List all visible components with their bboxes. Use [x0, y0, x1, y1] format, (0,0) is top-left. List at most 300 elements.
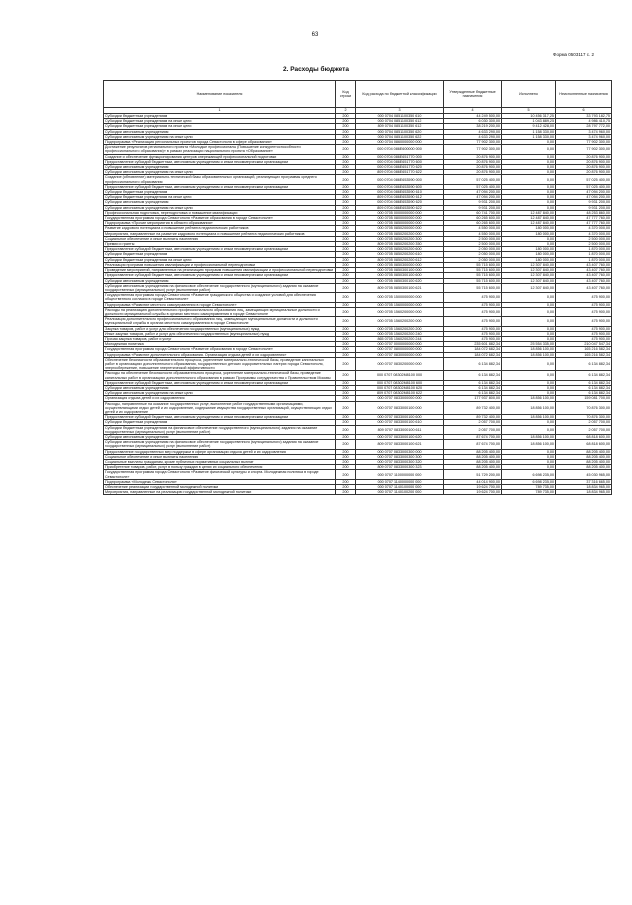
row-executed: 0,00 [502, 200, 556, 205]
row-approved: 19 624 700,00 [444, 490, 502, 495]
page-number: 63 [311, 32, 319, 38]
row-approved: 20 876 900,00 [444, 154, 502, 159]
row-name: Мероприятия, направленные на развитие кадрового потенциала и повышение рейтинга педагогических работников [104, 231, 336, 236]
row-classification-code: 000 0705 0850200200 000 [356, 231, 444, 236]
row-unexecuted: 18 834 965,00 [556, 490, 612, 495]
row-classification-code: 000 0705 0850300000 000 [356, 262, 444, 267]
row-approved: 2 057 700,00 [444, 420, 502, 425]
row-line-code: 200 [336, 190, 356, 195]
row-name: Подпрограмма «Развитие дополнительного образования. Организация отдыха детей и их оздоровления» [104, 352, 336, 357]
row-executed: 0,00 [502, 140, 556, 145]
row-classification-code: 809 0704 0851100350 612 [356, 124, 444, 129]
row-classification-code: 000 0704 086E651770 620 [356, 165, 444, 170]
row-unexecuted: 475 900,00 [556, 302, 612, 307]
row-classification-code: 000 0707 08302M8100 620 [356, 385, 444, 390]
row-line-code: 200 [336, 454, 356, 459]
row-executed: 0,00 [502, 302, 556, 307]
row-classification-code: 865 0705 1560200200 244 [356, 336, 444, 341]
row-approved: 47 094 200,00 [444, 190, 502, 195]
row-name: Предоставление субсидий бюджетным, автономным учреждениям и иным некоммерческим организациям [104, 380, 336, 385]
row-executed: 180 000,00 [502, 257, 556, 262]
row-approved: 55 715 600,00 [444, 268, 502, 273]
row-line-code: 200 [336, 331, 356, 336]
row-line-code: 200 [336, 302, 356, 307]
col-number: 3 [356, 108, 444, 114]
row-executed: 12 487 840,00 [502, 210, 556, 215]
table-row [104, 307, 612, 316]
row-approved: 475 900,00 [444, 293, 502, 302]
row-executed: 180 000,00 [502, 226, 556, 231]
row-approved: 6 134 882,34 [444, 357, 502, 371]
row-executed: 0,00 [502, 154, 556, 159]
row-line-code: 200 [336, 420, 356, 425]
row-unexecuted: 475 900,00 [556, 336, 612, 341]
row-classification-code: 809 0705 0850200200 612 [356, 257, 444, 262]
row-line-code: 200 [336, 449, 356, 454]
row-classification-code: 000 0705 0850300100 620 [356, 278, 444, 283]
row-classification-code: 809 0707 0833000100 611 [356, 425, 444, 434]
row-approved: 2 500 000,00 [444, 242, 502, 247]
row-unexecuted: 475 900,00 [556, 307, 612, 316]
col-classification-header: Код расхода по бюджетной классификации [356, 81, 444, 108]
row-executed: 0,00 [502, 465, 556, 470]
row-approved: 2 057 700,00 [444, 425, 502, 434]
row-approved: 55 715 600,00 [444, 262, 502, 267]
row-line-code: 200 [336, 440, 356, 449]
row-unexecuted: 88 205 400,00 [556, 454, 612, 459]
row-name: Субсидии автономным учреждениям [104, 200, 336, 205]
row-line-code: 200 [336, 205, 356, 210]
row-classification-code: 000 0707 0833000100 600 [356, 415, 444, 420]
row-classification-code: 000 0707 0833000300 320 [356, 460, 444, 465]
row-executed: 9 412 428,00 [502, 124, 556, 129]
row-line-code: 200 [336, 257, 356, 262]
row-line-code: 200 [336, 145, 356, 154]
row-approved: 44 249 500,00 [444, 114, 502, 119]
row-classification-code: 809 0707 08302M8100 622 [356, 391, 444, 396]
row-unexecuted: 77 902 300,00 [556, 145, 612, 154]
row-executed: 12 307 840,00 [502, 283, 556, 292]
row-unexecuted: 48 253 860,00 [556, 210, 612, 215]
row-name: Создание и обеспечение функционирования центров опережающей профессиональной подготовки [104, 154, 336, 159]
row-unexecuted: 9 931 200,00 [556, 205, 612, 210]
row-executed: 0,00 [502, 242, 556, 247]
row-name: Расходы на реализацию дополнительного профессионального образования лиц, замещающих муниципальные должности и должности муниципальной службы в органах местного самоуправления в городе Севастополе [104, 307, 336, 316]
row-classification-code: 000 0705 0000000000 000 [356, 210, 444, 215]
row-unexecuted: 57 025 400,00 [556, 184, 612, 189]
row-name: Субсидии автономным учреждениям [104, 385, 336, 390]
row-classification-code: 000 0705 0850000000 000 [356, 221, 444, 226]
col-name-header: Наименование показателя [104, 81, 336, 108]
row-classification-code: 000 0705 0850200000 000 [356, 226, 444, 231]
row-name: Проведение мероприятий, направленных на реализацию программ повышения квалификации и профессиональной переподготовки [104, 268, 336, 273]
row-approved: 475 900,00 [444, 317, 502, 326]
row-unexecuted: 6 134 882,34 [556, 380, 612, 385]
row-line-code: 200 [336, 371, 356, 380]
row-approved: 20 876 900,00 [444, 159, 502, 164]
row-unexecuted: 2 500 000,00 [556, 242, 612, 247]
row-approved: 19 624 700,00 [444, 485, 502, 490]
row-approved: 55 715 600,00 [444, 278, 502, 283]
row-classification-code: 809 0704 086E651770 622 [356, 170, 444, 175]
row-executed: 18 856 100,00 [502, 435, 556, 440]
row-name: Иные закупки товаров, работ и услуг для обеспечения государственных (муниципальных) нужд [104, 331, 336, 336]
row-unexecuted: 43 407 760,00 [556, 268, 612, 273]
row-executed: 0,00 [502, 371, 556, 380]
row-line-code: 200 [336, 114, 356, 119]
row-classification-code: 000 0707 1140100200 000 [356, 490, 444, 495]
row-approved: 2 500 000,00 [444, 236, 502, 241]
row-approved: 20 876 900,00 [444, 165, 502, 170]
row-approved: 4 550 000,00 [444, 226, 502, 231]
row-approved: 2 050 000,00 [444, 257, 502, 262]
row-unexecuted: 47 777 760,00 [556, 216, 612, 221]
row-name: Достижение результатов регионального проекта «Молодые профессионалы (Повышение конкурентоспособности профессионального образования)» в рамках реализации национального проекта «Образование» [104, 145, 336, 154]
row-name: Субсидии бюджетным учреждениям [104, 114, 336, 119]
row-classification-code: 000 0705 0800000000 000 [356, 216, 444, 221]
row-name: Субсидии автономным учреждениям [104, 435, 336, 440]
row-unexecuted: 9 931 200,00 [556, 200, 612, 205]
row-name: Субсидии бюджетным учреждениям [104, 420, 336, 425]
row-executed: 0,00 [502, 190, 556, 195]
row-line-code: 200 [336, 352, 356, 357]
row-name: Обеспечение безопасности образовательного процесса, укрепление материально-технической базы, проведение капитальных работ в организациях дополнительного образования, государственных детских оздоровительных лагерях города Севастополя, энергосбережение, повышение энергетической эффективности [104, 357, 336, 371]
col-number: 1 [104, 108, 336, 114]
row-name: Субсидии бюджетным учреждениям [104, 252, 336, 257]
row-approved: 57 025 400,00 [444, 184, 502, 189]
row-executed: 12 487 840,00 [502, 221, 556, 226]
row-name: Субсидии автономным учреждениям на финансовое обеспечение государственного (муниципального) задания на оказание государственных (муниципальных) услуг (выполнение работ) [104, 440, 336, 449]
row-approved: 77 902 300,00 [444, 140, 502, 145]
row-name: Предоставление субсидий бюджетным, автономным учреждениям и иным некоммерческим организациям [104, 415, 336, 420]
row-name: Субсидии бюджетным учреждениям на иные цели [104, 124, 336, 129]
row-line-code: 200 [336, 336, 356, 341]
row-executed: 12 307 840,00 [502, 278, 556, 283]
row-line-code: 200 [336, 119, 356, 124]
row-line-code: 200 [336, 293, 356, 302]
row-unexecuted: 6 134 882,34 [556, 357, 612, 371]
row-line-code: 200 [336, 317, 356, 326]
row-executed: 18 856 100,00 [502, 352, 556, 357]
row-name: Реализация программ повышения квалификации и профессиональной переподготовки [104, 262, 336, 267]
row-executed: 0,00 [502, 159, 556, 164]
row-unexecuted: 475 900,00 [556, 317, 612, 326]
row-line-code: 200 [336, 283, 356, 292]
col-number: 2 [336, 108, 356, 114]
row-unexecuted: 6 134 882,34 [556, 385, 612, 390]
row-unexecuted: 20 876 900,00 [556, 154, 612, 159]
row-line-code: 200 [336, 170, 356, 175]
row-name: Организация отдыха детей и их оздоровления [104, 396, 336, 401]
row-line-code: 200 [336, 175, 356, 184]
row-name: Субсидии автономным учреждениям на иные цели [104, 134, 336, 139]
row-name: Субсидии автономным учреждениям на иные цели [104, 205, 336, 210]
table-row [104, 357, 612, 371]
row-executed: 1 043 889,25 [502, 119, 556, 124]
row-approved: 88 205 400,00 [444, 454, 502, 459]
row-line-code: 200 [336, 385, 356, 390]
row-unexecuted: 77 902 300,00 [556, 140, 612, 145]
row-executed: 789 735,00 [502, 485, 556, 490]
row-name: Субсидии автономным учреждениям на иные цели [104, 170, 336, 175]
row-classification-code: 000 0704 086E653590 600 [356, 184, 444, 189]
row-approved: 77 902 300,00 [444, 145, 502, 154]
row-executed: 1 158 330,00 [502, 134, 556, 139]
row-approved: 9 931 200,00 [444, 200, 502, 205]
row-name: Субсидии автономным учреждениям [104, 278, 336, 283]
row-name: Субсидии автономным учреждениям на иные цели [104, 391, 336, 396]
row-executed: 10 456 317,25 [502, 114, 556, 119]
row-name: Создание (обновление) материально-технической базы образовательных организаций, реализующих программы среднего профессионального образования [104, 175, 336, 184]
row-executed: 789 735,00 [502, 490, 556, 495]
row-name: Приобретение товаров, работ, услуг в пользу граждан в целях их социального обеспечения [104, 465, 336, 470]
row-line-code: 200 [336, 221, 356, 226]
row-line-code: 200 [336, 278, 356, 283]
row-name: Прочая закупка товаров, работ и услуг [104, 336, 336, 341]
row-unexecuted: 33 793 182,75 [556, 114, 612, 119]
row-unexecuted: 20 876 900,00 [556, 159, 612, 164]
row-unexecuted: 68 818 600,00 [556, 435, 612, 440]
row-classification-code: 000 0705 0850200200 300 [356, 236, 444, 241]
row-name: Предоставление субсидий бюджетным, автономным учреждениям и иным некоммерческим организациям [104, 247, 336, 252]
row-classification-code: 000 0705 0850200200 610 [356, 252, 444, 257]
row-approved: 6 134 882,34 [444, 385, 502, 390]
row-executed: 25 554 335,00 [502, 342, 556, 347]
row-name: Субсидии бюджетным учреждениям на иные цели [104, 195, 336, 200]
row-approved: 475 900,00 [444, 331, 502, 336]
row-approved: 55 715 600,00 [444, 283, 502, 292]
row-name: Субсидии бюджетным учреждениям на иные цели [104, 257, 336, 262]
table-row [104, 371, 612, 380]
row-classification-code: 809 0707 0833000300 323 [356, 465, 444, 470]
row-name: Закупка товаров, работ и услуг для обеспечения государственных (муниципальных) нужд [104, 326, 336, 331]
row-name: Субсидии автономным учреждениям [104, 129, 336, 134]
row-classification-code: 809 0705 0850300100 621 [356, 283, 444, 292]
row-classification-code: 000 0705 1560200200 000 [356, 317, 444, 326]
row-classification-code: 000 0707 0000000000 000 [356, 342, 444, 347]
row-unexecuted: 43 407 760,00 [556, 262, 612, 267]
row-executed: 180 000,00 [502, 231, 556, 236]
row-executed: 12 307 840,00 [502, 262, 556, 267]
row-name: Социальные выплаты гражданам, кроме публичных нормативных социальных выплат [104, 460, 336, 465]
row-line-code: 200 [336, 268, 356, 273]
row-approved: 6 134 882,34 [444, 380, 502, 385]
row-unexecuted: 47 094 200,00 [556, 195, 612, 200]
row-classification-code: 000 0707 08302M8100 000 [356, 371, 444, 380]
row-line-code: 200 [336, 200, 356, 205]
row-name: Развитие кадрового потенциала и повышение рейтинга педагогических работников [104, 226, 336, 231]
row-line-code: 200 [336, 210, 356, 215]
row-name: Подпрограмма «Молодежь Севастополя» [104, 479, 336, 484]
row-name: Субсидии бюджетным учреждениям [104, 190, 336, 195]
row-executed: 0,00 [502, 293, 556, 302]
row-unexecuted: 47 777 760,00 [556, 221, 612, 226]
row-unexecuted: 475 900,00 [556, 293, 612, 302]
row-line-code: 200 [336, 490, 356, 495]
row-line-code: 200 [336, 140, 356, 145]
row-unexecuted: 47 094 200,00 [556, 190, 612, 195]
row-line-code: 200 [336, 460, 356, 465]
row-approved: 57 025 400,00 [444, 175, 502, 184]
row-executed: 6 698 235,00 [502, 479, 556, 484]
row-name: Мероприятия, направленные на реализацию государственной молодежной политики [104, 490, 336, 495]
table-row [104, 283, 612, 292]
row-executed: 0,00 [502, 184, 556, 189]
row-name: Субсидии бюджетным учреждениям на финансовое обеспечение государственного (муниципального) задания на оказание государственных (муниципальных) услуг (выполнение работ) [104, 425, 336, 434]
row-classification-code: 000 0705 0850300100 600 [356, 273, 444, 278]
row-classification-code: 000 0704 0851100350 610 [356, 114, 444, 119]
row-classification-code: 809 0704 086E653590 622 [356, 205, 444, 210]
table-body [104, 114, 612, 495]
row-executed: 0,00 [502, 236, 556, 241]
row-classification-code: 000 0704 0860000000 000 [356, 140, 444, 145]
row-executed: 0,00 [502, 145, 556, 154]
table-row [104, 440, 612, 449]
row-classification-code: 000 0705 0850200200 600 [356, 247, 444, 252]
row-unexecuted: 70 876 300,00 [556, 401, 612, 415]
row-unexecuted: 2 500 000,00 [556, 236, 612, 241]
row-unexecuted: 57 025 400,00 [556, 175, 612, 184]
row-line-code: 200 [336, 129, 356, 134]
row-classification-code: 809 0704 086E653590 612 [356, 195, 444, 200]
table-row [104, 401, 612, 415]
row-name: Подпрограмма «Прочие мероприятия в области образования» [104, 221, 336, 226]
row-unexecuted: 475 900,00 [556, 326, 612, 331]
row-executed: 0,00 [502, 391, 556, 396]
row-executed: 0,00 [502, 420, 556, 425]
row-line-code: 200 [336, 357, 356, 371]
row-line-code: 200 [336, 216, 356, 221]
row-classification-code: 000 0704 0851100350 612 [356, 119, 444, 124]
row-approved: 44 014 900,00 [444, 479, 502, 484]
row-approved: 60 265 600,00 [444, 221, 502, 226]
table-row [104, 425, 612, 434]
row-approved: 6 030 300,00 [444, 119, 502, 124]
row-unexecuted: 4 370 000,00 [556, 231, 612, 236]
row-unexecuted: 43 407 760,00 [556, 278, 612, 283]
row-unexecuted: 20 876 900,00 [556, 170, 612, 175]
row-executed: 0,00 [502, 449, 556, 454]
row-approved: 184 072 682,34 [444, 352, 502, 357]
table-row [104, 293, 612, 302]
row-name: Подпрограмма «Развитие местного самоуправления в городе Севастополе» [104, 302, 336, 307]
row-approved: 60 265 600,00 [444, 216, 502, 221]
row-classification-code: 000 0707 0833000300 000 [356, 449, 444, 454]
row-approved: 475 900,00 [444, 336, 502, 341]
row-line-code: 200 [336, 470, 356, 479]
row-approved: 9 931 200,00 [444, 205, 502, 210]
row-executed: 0,00 [502, 380, 556, 385]
row-executed: 18 856 100,00 [502, 347, 556, 352]
row-line-code: 200 [336, 226, 356, 231]
row-classification-code: 000 0704 0851100350 622 [356, 134, 444, 139]
row-unexecuted: 2 057 700,00 [556, 425, 612, 434]
row-classification-code: 000 0707 1140000000 000 [356, 479, 444, 484]
row-executed: 18 856 100,00 [502, 415, 556, 420]
row-executed: 0,00 [502, 460, 556, 465]
col-number: 5 [502, 108, 556, 114]
row-unexecuted: 20 876 900,00 [556, 165, 612, 170]
row-approved: 475 900,00 [444, 326, 502, 331]
row-name: Обеспечение реализации государственной молодежной политики [104, 485, 336, 490]
row-executed: 0,00 [502, 454, 556, 459]
row-classification-code: 000 0707 0833000100 610 [356, 420, 444, 425]
row-name: Предоставление субсидий бюджетным, автономным учреждениям и иным некоммерческим организациям [104, 184, 336, 189]
row-line-code: 200 [336, 326, 356, 331]
row-approved: 88 205 400,00 [444, 460, 502, 465]
row-approved: 235 601 882,34 [444, 342, 502, 347]
row-approved: 87 674 700,00 [444, 440, 502, 449]
row-classification-code: 000 0705 1560000000 000 [356, 302, 444, 307]
row-name: Премии и гранты [104, 242, 336, 247]
row-classification-code: 000 0704 086E653590 620 [356, 200, 444, 205]
row-approved: 475 900,00 [444, 307, 502, 316]
row-classification-code: 000 0705 1560200000 000 [356, 307, 444, 316]
row-line-code: 200 [336, 247, 356, 252]
row-classification-code: 000 0707 0833000100 000 [356, 401, 444, 415]
row-name: Расходы, направленные на оказание государственных услуг, выполнение работ государственными организациями, осуществляющими отдых детей и их оздоровление, содержание имущества государственных организаций, осуществляющих отдых детей и их оздоровление [104, 401, 336, 415]
row-executed: 18 856 100,00 [502, 396, 556, 401]
row-unexecuted: 6 134 882,34 [556, 391, 612, 396]
row-classification-code: 000 0704 086E600000 000 [356, 145, 444, 154]
row-classification-code: 000 0707 0830200000 000 [356, 357, 444, 371]
table-header-row [104, 81, 612, 108]
row-unexecuted: 165 216 582,34 [556, 352, 612, 357]
row-classification-code: 000 0704 086E651770 000 [356, 154, 444, 159]
col-unexecuted-header: Неисполненные назначения [556, 81, 612, 108]
row-unexecuted: 3 474 960,00 [556, 134, 612, 139]
row-line-code: 200 [336, 485, 356, 490]
row-line-code: 200 [336, 159, 356, 164]
expenses-table [103, 80, 612, 495]
row-unexecuted: 2 057 700,00 [556, 420, 612, 425]
row-approved: 4 633 290,00 [444, 129, 502, 134]
row-line-code: 200 [336, 415, 356, 420]
col-executed-header: Исполнено [502, 81, 556, 108]
row-classification-code: 000 0707 0833000100 620 [356, 435, 444, 440]
row-name: Предоставление субсидий бюджетным, автономным учреждениям и иным некоммерческим организациям [104, 159, 336, 164]
row-classification-code: 000 0704 0851100350 620 [356, 129, 444, 134]
row-classification-code: 000 0705 1560200200 240 [356, 331, 444, 336]
row-unexecuted: 68 818 600,00 [556, 440, 612, 449]
row-executed: 0,00 [502, 195, 556, 200]
row-unexecuted: 159 081 700,00 [556, 396, 612, 401]
row-name: Государственная программа города Севастополя «Развитие образования в городе Севастополе» [104, 216, 336, 221]
row-name: Государственная программа города Севастополя «Развитие гражданского общества и создание условий для обеспечения общественного согласия в городе Севастополе» [104, 293, 336, 302]
row-unexecuted: 475 900,00 [556, 331, 612, 336]
row-executed: 12 307 840,00 [502, 268, 556, 273]
form-code: Форма 0503117 с. 2 [553, 52, 594, 57]
row-approved: 38 219 200,00 [444, 124, 502, 129]
table-row [104, 145, 612, 154]
row-classification-code: 809 0705 0850200200 350 [356, 242, 444, 247]
row-line-code: 200 [336, 391, 356, 396]
row-name: Профессиональная подготовка, переподготовка и повышение квалификации [104, 210, 336, 215]
row-executed: 18 856 100,00 [502, 401, 556, 415]
row-line-code: 200 [336, 465, 356, 470]
row-line-code: 200 [336, 347, 356, 352]
row-classification-code: 000 0707 0833000000 000 [356, 396, 444, 401]
row-unexecuted: 1 870 000,00 [556, 252, 612, 257]
row-approved: 475 900,00 [444, 302, 502, 307]
row-executed: 1 158 330,00 [502, 129, 556, 134]
row-approved: 6 134 882,34 [444, 391, 502, 396]
row-executed: 0,00 [502, 307, 556, 316]
row-unexecuted: 18 834 965,00 [556, 485, 612, 490]
row-unexecuted: 6 134 882,34 [556, 371, 612, 380]
row-executed: 0,00 [502, 170, 556, 175]
row-line-code: 200 [336, 184, 356, 189]
